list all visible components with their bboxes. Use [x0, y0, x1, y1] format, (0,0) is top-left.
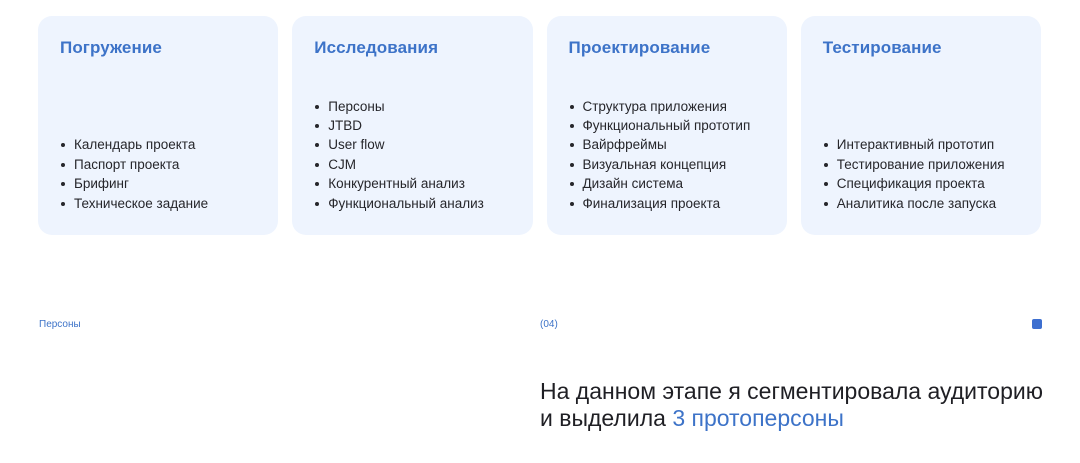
list-item: Вайрфреймы	[581, 135, 751, 154]
card-research	[292, 16, 532, 235]
list-item: Структура приложения	[581, 97, 751, 116]
list-item: Брифинг	[72, 174, 208, 193]
list-item: Спецификация проекта	[835, 174, 1005, 193]
list-item: Дизайн система	[581, 174, 751, 193]
headline-accent: 3 протоперсоны	[672, 405, 844, 431]
list-item: Функциональный анализ	[326, 194, 484, 213]
list-item: Календарь проекта	[72, 135, 208, 154]
list-item: Интерактивный прототип	[835, 135, 1005, 154]
list-item: Техническое задание	[72, 194, 208, 213]
card-list	[823, 135, 1005, 213]
section-label: Персоны	[39, 319, 81, 330]
list-item: Персоны	[326, 97, 484, 116]
list-item: JTBD	[326, 116, 484, 135]
section-number: (04)	[540, 319, 558, 330]
section-headline	[540, 378, 1060, 432]
square-marker-icon	[1032, 319, 1042, 329]
list-item: Тестирование приложения	[835, 155, 1005, 174]
card-design	[547, 16, 787, 235]
card-title: Погружение	[60, 38, 162, 57]
process-cards	[38, 16, 1041, 235]
list-item: Аналитика после запуска	[835, 194, 1005, 213]
card-list	[60, 135, 208, 213]
card-immersion	[38, 16, 278, 235]
list-item: CJM	[326, 155, 484, 174]
card-testing	[801, 16, 1041, 235]
list-item: Функциональный прототип	[581, 116, 751, 135]
card-title: Проектирование	[568, 38, 711, 57]
headline-text: На данном этапе я сегментировала аудиторию и выделила	[540, 378, 1043, 431]
list-item: Конкурентный анализ	[326, 174, 484, 193]
card-list	[569, 97, 751, 213]
list-item: Визуальная концепция	[581, 155, 751, 174]
card-title: Тестирование	[822, 38, 942, 57]
list-item: Финализация проекта	[581, 194, 751, 213]
list-item: Паспорт проекта	[72, 155, 208, 174]
list-item: User flow	[326, 135, 484, 154]
card-list	[314, 97, 484, 213]
card-title: Исследования	[314, 38, 439, 57]
